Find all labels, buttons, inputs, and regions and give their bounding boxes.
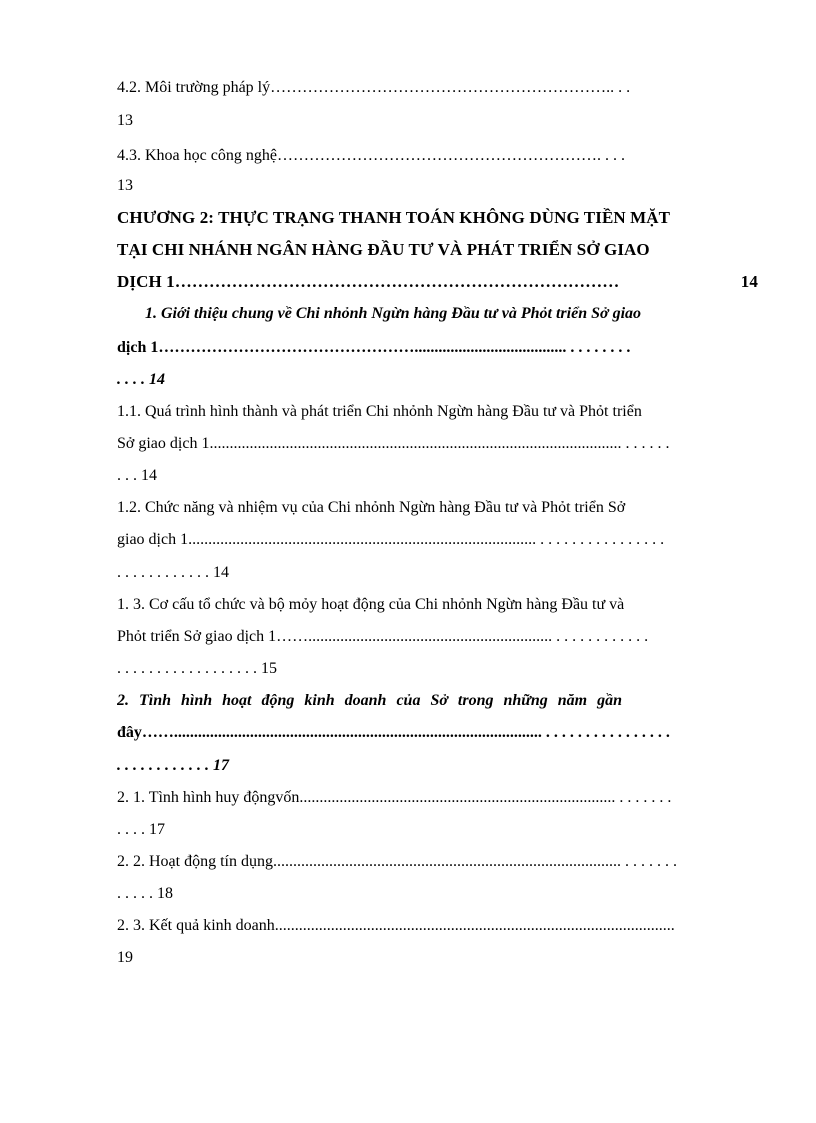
toc-chapter-tail: DỊCH 1…………………………………………………………………… [117,272,620,291]
toc-section-2-line2[interactable]: đây……............................................................................................ . . . . . . . . . . . . . . . . [117,724,670,741]
toc-chapter-2-line3[interactable] [117,272,758,294]
toc-leader-dots: ……………………………………………………….. . . [270,79,631,96]
toc-entry-2-1[interactable] [117,788,758,810]
toc-section-1-line3: . . . . 14 [117,371,165,388]
toc-entry-1-2-line2[interactable]: giao dịch 1....................................................................................... . . . . . . . . . . . . . . . . [117,531,665,548]
toc-section-1-line2[interactable]: dịch 1…………………………………………...................................... . . . . . . . . [117,339,631,356]
toc-leader-dots: ……………………………………………………. . . . [276,147,625,164]
toc-entry-2-2[interactable] [117,852,758,874]
toc-entry-1-3-line3: . . . . . . . . . . . . . . . . . . 15 [117,660,277,677]
toc-section-2-line3: . . . . . . . . . . . . 17 [117,757,229,774]
toc-entry-title: 2. 3. Kết quả kinh doanh [117,917,275,934]
toc-entry-1-3-line1[interactable]: 1. 3. Cơ cấu tổ chức và bộ mỏy hoạt động của Chi nhỏnh Ngừn hàng Đầu tư và [117,596,625,613]
toc-page-number: . . . . 17 [117,821,165,838]
toc-page-number: 19 [117,949,133,966]
toc-entry-title: 2. 2. Hoạt động tín dụng [117,853,273,870]
toc-section-1-line1[interactable]: 1. Giới thiệu chung về Chi nhỏnh Ngừn hàng Đầu tư và Phỏt triển Sở giao [145,305,642,322]
toc-leader-dots: .................................................................................................... [274,917,675,934]
toc-entry-title: 4.2. Môi trường pháp lý [117,79,271,96]
toc-leader-dots: ....................................................................................... . . . . . . . [273,853,677,870]
toc-page-number: 13 [117,177,133,194]
toc-page-number: 13 [117,112,133,129]
toc-page-number: . . . . . 18 [117,885,173,902]
toc-entry-1-3-line2[interactable]: Phỏt triển Sở giao dịch 1……............................................................. . . . . . . . . . . . . [117,628,649,645]
toc-entry-1-1-line1[interactable]: 1.1. Quá trình hình thành và phát triển Chi nhỏnh Ngừn hàng Đầu tư và Phỏt triển [117,403,642,420]
toc-entry-4-3[interactable] [117,146,758,168]
toc-section-2-line1[interactable]: 2. Tình hình hoạt động kinh doanh của Sở trong những năm gần [117,692,623,709]
toc-leader-dots: ............................................................................... . . . . . . . [299,789,672,806]
toc-entry-1-2-line3: . . . . . . . . . . . . 14 [117,564,229,581]
toc-entry-1-2-line1[interactable]: 1.2. Chức năng và nhiệm vụ của Chi nhỏnh Ngừn hàng Đầu tư và Phỏt triển Sở [117,499,626,516]
toc-entry-1-1-line2[interactable]: Sở giao dịch 1....................................................................................................... . . . . . . [117,435,670,452]
toc-entry-4-2[interactable] [117,78,758,100]
toc-entry-1-1-line3: . . . 14 [117,467,157,484]
toc-entry-2-3[interactable] [117,916,758,938]
toc-chapter-2-line2[interactable]: TẠI CHI NHÁNH NGÂN HÀNG ĐẦU TƯ VÀ PHÁT TRIỂN SỞ GIAO [117,240,650,259]
toc-chapter-2-line1[interactable]: CHƯƠNG 2: THỰC TRẠNG THANH TOÁN KHÔNG DÙNG TIỀN MẶT [117,208,671,227]
toc-entry-title: 2. 1. Tình hình huy độngvốn [117,789,300,806]
toc-page-number: 14 [740,272,758,291]
toc-entry-title: 4.3. Khoa học công nghệ [117,147,277,164]
